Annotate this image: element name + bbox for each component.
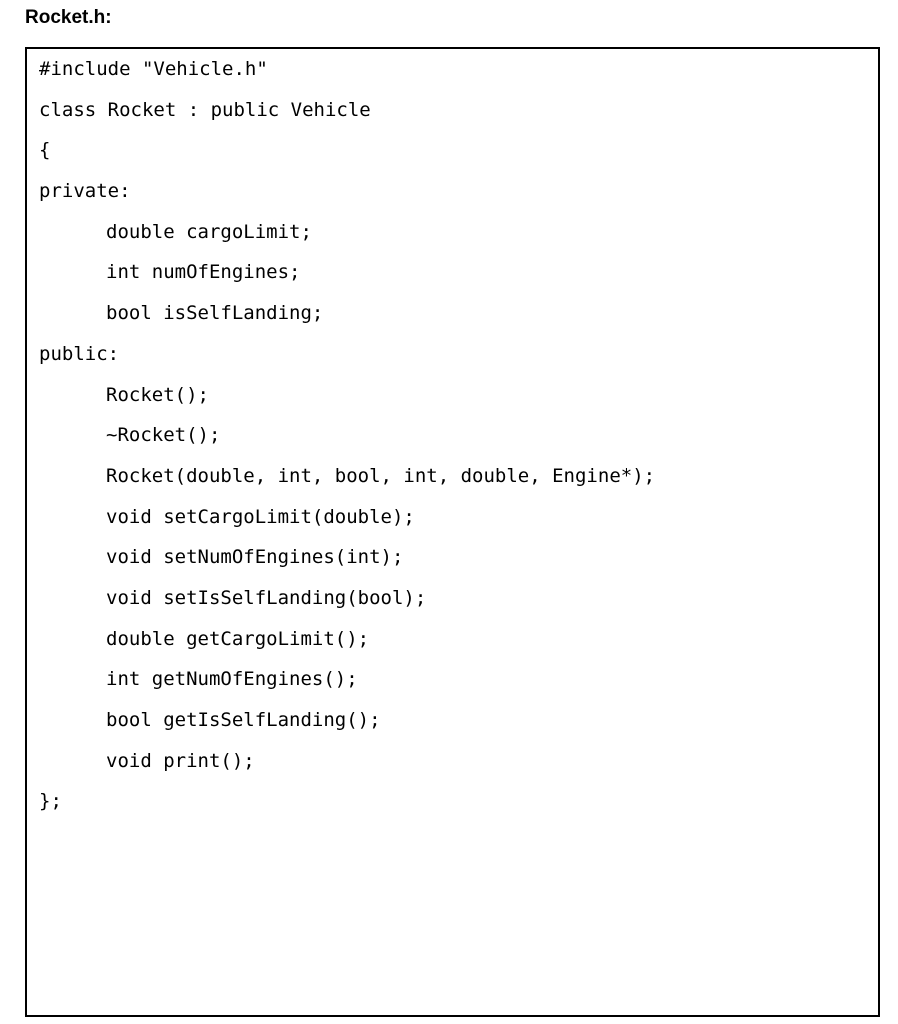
- code-line: };: [39, 790, 62, 813]
- code-line: int numOfEngines;: [106, 261, 301, 284]
- code-line: void print();: [106, 749, 255, 772]
- code-block: [25, 47, 880, 1017]
- code-line: bool getIsSelfLanding();: [106, 709, 381, 731]
- code-line: private:: [39, 180, 131, 203]
- code-line: #include "Vehicle.h": [39, 58, 268, 80]
- code-line: double cargoLimit;: [106, 220, 312, 243]
- code-line: Rocket(double, int, bool, int, double, Engine*);: [106, 464, 656, 487]
- code-line: void setCargoLimit(double);: [106, 505, 415, 528]
- code-line: Rocket();: [106, 383, 209, 406]
- code-line: void setNumOfEngines(int);: [106, 546, 404, 569]
- file-heading: Rocket.h:: [25, 7, 112, 28]
- code-line: ~Rocket();: [106, 424, 221, 447]
- code-line: double getCargoLimit();: [106, 627, 370, 650]
- code-line: int getNumOfEngines();: [106, 668, 358, 691]
- code-line: void setIsSelfLanding(bool);: [106, 586, 427, 609]
- code-line: public:: [39, 342, 120, 365]
- code-line: bool isSelfLanding;: [106, 302, 324, 325]
- code-lines: [39, 57, 655, 830]
- code-line: class Rocket : public Vehicle: [39, 98, 371, 121]
- code-line: {: [39, 139, 51, 162]
